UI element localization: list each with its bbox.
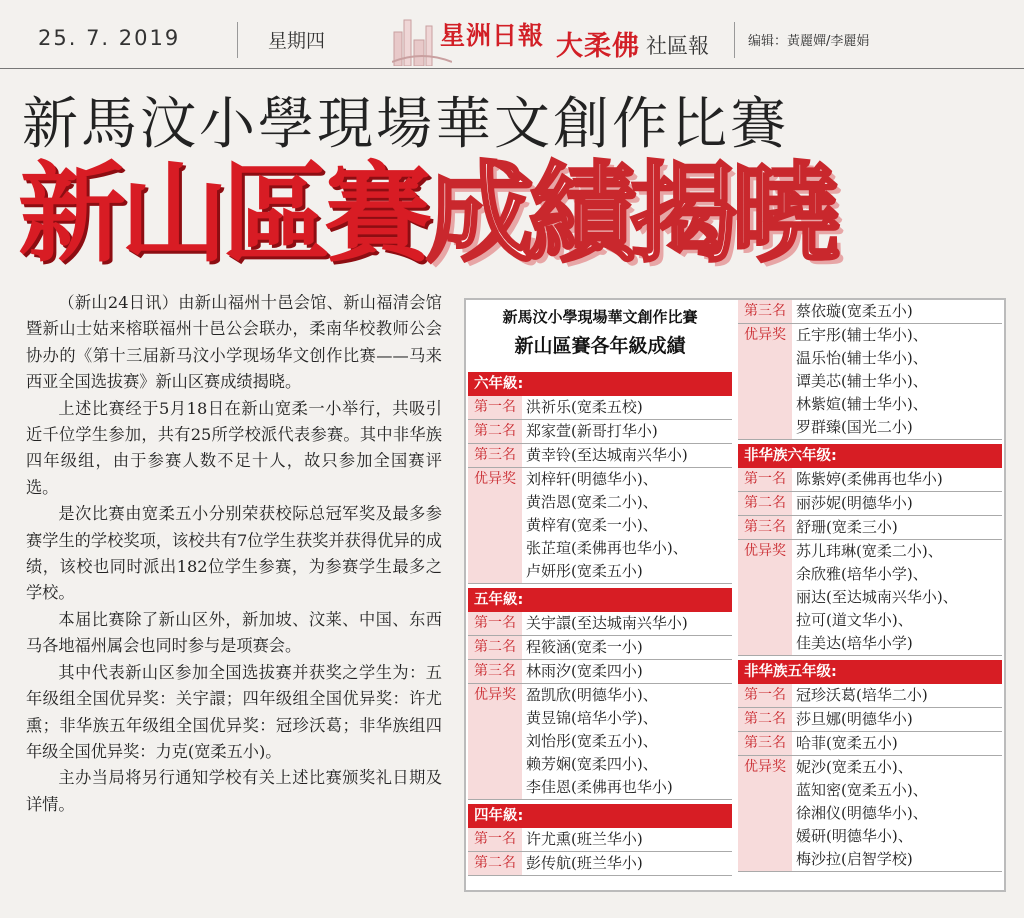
result-row bbox=[468, 636, 732, 660]
winner-name: 许尤熏(班兰华小) bbox=[526, 830, 643, 848]
rank-label: 第二名 bbox=[468, 852, 522, 875]
grade-group-nonchinese-5 bbox=[738, 660, 1002, 872]
result-row bbox=[738, 756, 1002, 872]
rank-label: 第三名 bbox=[468, 444, 522, 467]
issue-date: 25. 7. 2019 bbox=[38, 26, 181, 50]
winner-name: 丽达(至达城南兴华小)、 bbox=[796, 588, 958, 606]
grade-group-4-cont bbox=[738, 300, 1002, 440]
winner-name: 蓝知密(宽柔五小)、 bbox=[796, 781, 928, 799]
result-row bbox=[738, 732, 1002, 756]
winner-name: 刘怡彤(宽柔五小)、 bbox=[526, 732, 658, 750]
grade-heading: 六年級: bbox=[468, 372, 732, 396]
rank-label: 优异奖 bbox=[738, 540, 792, 655]
winner-name: 洪祈乐(宽柔五校) bbox=[526, 398, 643, 416]
result-row bbox=[738, 324, 1002, 440]
winner-name: 苏儿玮琳(宽柔二小)、 bbox=[796, 542, 943, 560]
winner-name: 程筱涵(宽柔一小) bbox=[526, 638, 643, 656]
masthead-logo bbox=[392, 12, 728, 66]
winner-name: 冠珍沃葛(培华二小) bbox=[796, 686, 928, 704]
winner-name: 丽莎妮(明德华小) bbox=[796, 494, 913, 512]
results-title bbox=[468, 300, 732, 368]
winner-name: 关宇譞(至达城南兴华小) bbox=[526, 614, 688, 632]
winner-name: 林雨汐(宽柔四小) bbox=[526, 662, 643, 680]
article-paragraph: 其中代表新山区参加全国选拔赛并获奖之学生为：五年级组全国优异奖：关宇譞；四年级组全国优异奖：许尤熏；非华族五年级组全国优异奖：冠珍沃葛；非华族组四年级全国优异奖：力克(宽柔五小)。 bbox=[26, 662, 442, 761]
header-divider bbox=[734, 22, 735, 58]
results-column-right bbox=[738, 300, 1002, 872]
area-name: 大柔佛 bbox=[556, 31, 640, 62]
headline-red-part: 新山區賽 bbox=[18, 152, 427, 277]
issue-weekday: 星期四 bbox=[268, 30, 326, 52]
result-row bbox=[738, 540, 1002, 656]
winner-name: 林紫媗(辅士华小)、 bbox=[796, 395, 928, 413]
winner-name: 张芷瑄(柔佛再也华小)、 bbox=[526, 539, 688, 557]
winner-name: 哈菲(宽柔五小) bbox=[796, 734, 898, 752]
grade-heading: 非华族六年级: bbox=[738, 444, 1002, 468]
rank-label: 第三名 bbox=[738, 300, 792, 323]
rank-label: 第二名 bbox=[468, 420, 522, 443]
article-paragraph: （新山24日讯）由新山福州十邑会馆、新山福清会馆暨新山士姑来榕联福州十邑公会联办，柔南华校教师公会协办的《第十三届新马汶小学现场华文创作比赛——马来西亚全国选拔赛》新山区赛成绩揭晓。 bbox=[26, 293, 442, 392]
winner-name: 谭美芯(辅士华小)、 bbox=[796, 372, 928, 390]
winner-name: 梅沙拉(启智学校) bbox=[796, 850, 913, 868]
article-body bbox=[26, 290, 442, 818]
winner-name: 徐湘仪(明德华小)、 bbox=[796, 804, 928, 822]
rank-label: 第一名 bbox=[468, 828, 522, 851]
rank-label: 第一名 bbox=[738, 468, 792, 491]
result-row bbox=[738, 516, 1002, 540]
results-column-left bbox=[468, 300, 732, 876]
editor-credit: 编辑：黃麗嬋/李麗娟 bbox=[748, 34, 870, 49]
result-row bbox=[738, 708, 1002, 732]
result-row bbox=[468, 828, 732, 852]
winner-name: 黄梓宥(宽柔一小)、 bbox=[526, 516, 658, 534]
winner-name: 罗群臻(国光二小) bbox=[796, 418, 913, 436]
results-title-line2: 新山區賽各年級成績 bbox=[514, 335, 686, 357]
winner-name: 妮沙(宽柔五小)、 bbox=[796, 758, 913, 776]
grade-group-4 bbox=[468, 804, 732, 876]
winner-name: 李佳恩(柔佛再也华小) bbox=[526, 778, 673, 796]
article-paragraph: 主办当局将另行通知学校有关上述比赛颁奖礼日期及详情。 bbox=[26, 768, 442, 814]
winner-name: 拉可(道文华小)、 bbox=[796, 611, 913, 629]
winner-name: 莎旦娜(明德华小) bbox=[796, 710, 913, 728]
result-row bbox=[468, 396, 732, 420]
section-tag: 社區報 bbox=[646, 34, 709, 58]
paper-name: 星洲日報 bbox=[440, 21, 545, 50]
rank-label: 第一名 bbox=[468, 612, 522, 635]
rank-label: 优异奖 bbox=[738, 756, 792, 871]
winner-name: 陈紫婷(柔佛再也华小) bbox=[796, 470, 943, 488]
rank-label: 第三名 bbox=[468, 660, 522, 683]
winner-name: 舒珊(宽柔三小) bbox=[796, 518, 898, 536]
winner-name: 黄浩恩(宽柔二小)、 bbox=[526, 493, 658, 511]
winner-name: 佳美达(培华小学) bbox=[796, 634, 913, 652]
rank-label: 优异奖 bbox=[738, 324, 792, 439]
result-row bbox=[468, 852, 732, 876]
winner-name: 卢妍彤(宽柔五小) bbox=[526, 562, 643, 580]
result-row bbox=[738, 492, 1002, 516]
result-row bbox=[468, 660, 732, 684]
rank-label: 第三名 bbox=[738, 516, 792, 539]
rank-label: 第二名 bbox=[738, 492, 792, 515]
winner-name: 刘梓轩(明德华小)、 bbox=[526, 470, 658, 488]
winner-name: 黄幸铃(至达城南兴华小) bbox=[526, 446, 688, 464]
grade-heading: 五年級: bbox=[468, 588, 732, 612]
grade-group-nonchinese-6 bbox=[738, 444, 1002, 656]
winner-name: 彭传航(班兰华小) bbox=[526, 854, 643, 872]
main-headline bbox=[18, 150, 834, 280]
result-row bbox=[468, 612, 732, 636]
page-header bbox=[0, 0, 1024, 69]
result-row bbox=[468, 420, 732, 444]
winner-name: 丘宇彤(辅士华小)、 bbox=[796, 326, 928, 344]
article-paragraph: 上述比赛经于5月18日在新山宽柔一小举行，共吸引近千位学生参加，共有25所学校派代表参赛。其中非华族四年级组，由于参赛人数不足十人，故只参加全国赛评选。 bbox=[26, 398, 442, 497]
winner-name: 郑家萱(新哥打华小) bbox=[526, 422, 658, 440]
results-table bbox=[464, 298, 1006, 892]
result-row bbox=[738, 684, 1002, 708]
grade-group-6 bbox=[468, 372, 732, 584]
winner-name: 盈凯欣(明德华小)、 bbox=[526, 686, 658, 704]
result-row bbox=[738, 468, 1002, 492]
result-row bbox=[468, 444, 732, 468]
rank-label: 第一名 bbox=[468, 396, 522, 419]
result-row bbox=[738, 300, 1002, 324]
grade-heading: 四年級: bbox=[468, 804, 732, 828]
result-row bbox=[468, 684, 732, 800]
winner-name: 蔡依璇(宽柔五小) bbox=[796, 302, 913, 320]
winner-name: 媛研(明德华小)、 bbox=[796, 827, 913, 845]
results-title-line1: 新馬汶小學現場華文創作比賽 bbox=[502, 308, 698, 326]
rank-label: 第二名 bbox=[738, 708, 792, 731]
winner-name: 温乐怡(辅士华小)、 bbox=[796, 349, 928, 367]
winner-name: 赖芳娴(宽柔四小)、 bbox=[526, 755, 658, 773]
rank-label: 优异奖 bbox=[468, 468, 522, 583]
article-paragraph: 本届比赛除了新山区外，新加坡、汶莱、中国、东西马各地福州属会也同时参与是项赛会。 bbox=[26, 609, 442, 656]
rank-label: 第三名 bbox=[738, 732, 792, 755]
result-row bbox=[468, 468, 732, 584]
grade-heading: 非华族五年级: bbox=[738, 660, 1002, 684]
header-divider bbox=[237, 22, 238, 58]
rank-label: 第二名 bbox=[468, 636, 522, 659]
winner-name: 黄昱锦(培华小学)、 bbox=[526, 709, 658, 727]
headline-kicker: 新馬汶小學現場華文創作比賽 bbox=[22, 92, 789, 157]
article-paragraph: 是次比赛由宽柔五小分别荣获校际总冠军奖及最多参赛学生的学校奖项，该校共有7位学生获奖并获得优异的成绩，该校也同时派出182位学生参赛，为参赛学生最多之学校。 bbox=[26, 504, 442, 603]
rank-label: 第一名 bbox=[738, 684, 792, 707]
rank-label: 优异奖 bbox=[468, 684, 522, 799]
winner-name: 余欣雅(培华小学)、 bbox=[796, 565, 928, 583]
headline-pink-part: 成績揭曉 bbox=[426, 152, 835, 277]
grade-group-5 bbox=[468, 588, 732, 800]
